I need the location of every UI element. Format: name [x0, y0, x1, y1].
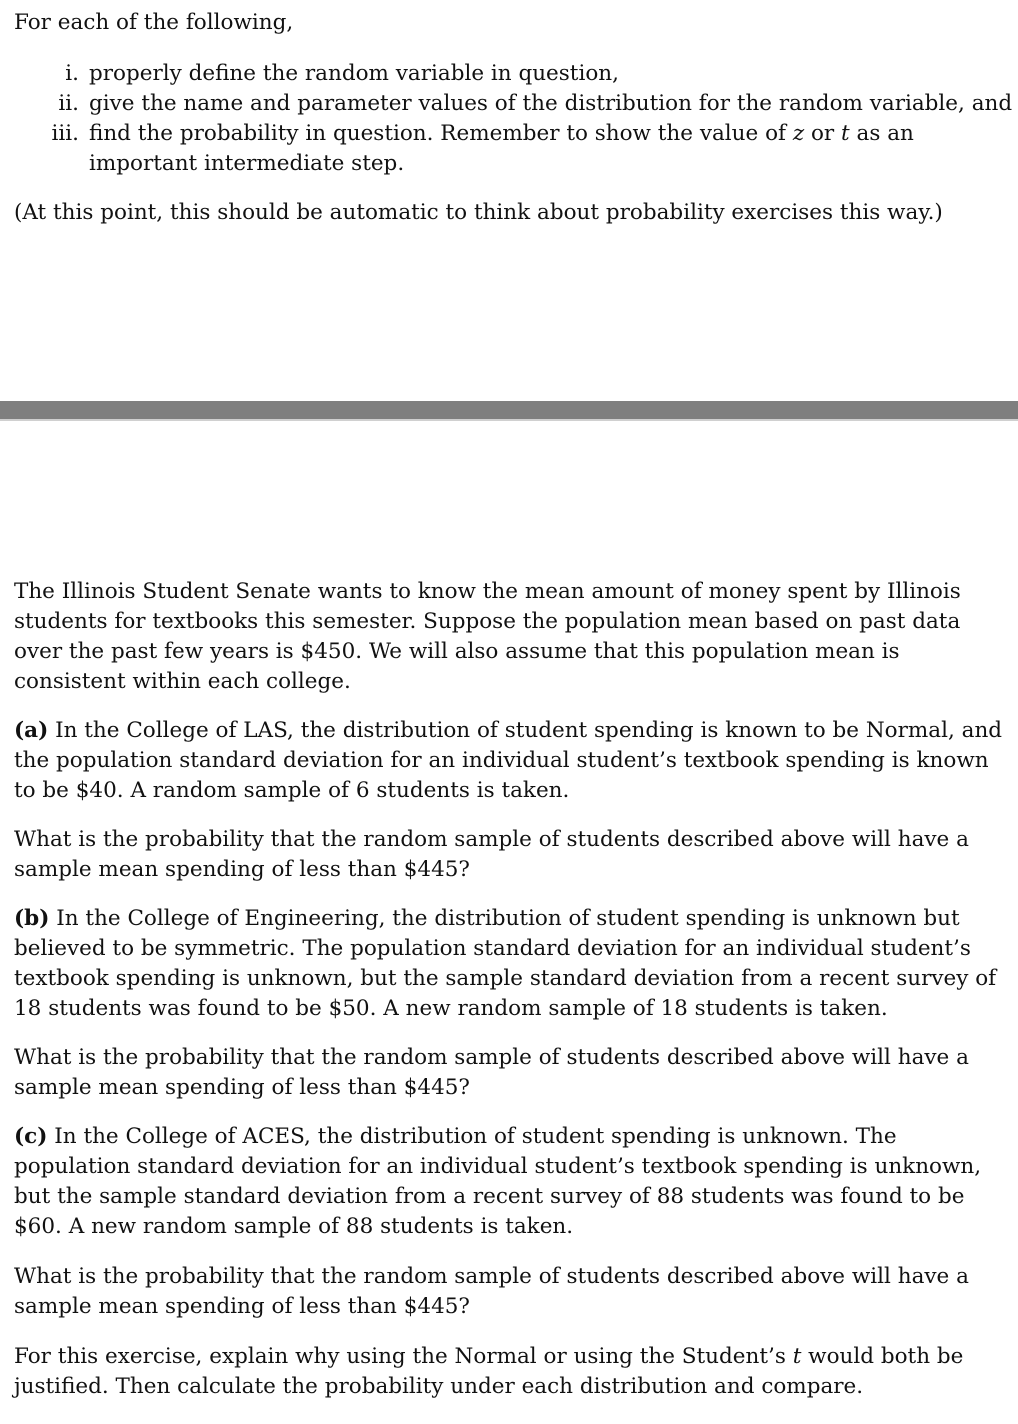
final-text-after: would both be justified. Then calculate the probability under each distribution and compare. — [14, 1344, 964, 1399]
list-item — [14, 119, 1014, 179]
final-instruction — [14, 1342, 1014, 1402]
or-word: or — [804, 121, 842, 146]
part-b-text: In the College of Engineering, the distribution of student spending is unknown but believed to be symmetric. The population standard deviation for an individual student’s textbook spending is unknown, but the sample standard deviation from a recent survey of 18 students was found to be $50. A new random sample of 18 students is taken. — [14, 906, 997, 1021]
section-divider — [0, 401, 1018, 421]
t-symbol: t — [792, 1344, 802, 1369]
list-item — [14, 59, 1014, 89]
list-item — [14, 89, 1014, 119]
part-c-label: (c) — [14, 1124, 48, 1149]
part-a-description — [14, 716, 1014, 806]
instructions-reminder: (At this point, this should be automatic to think about probability exercises this way.) — [14, 200, 943, 225]
list-item-text — [89, 119, 1014, 179]
instructions-intro: For each of the following, — [14, 10, 294, 35]
part-b-question: What is the probability that the random sample of students described above will have a sample mean spending of less than $445? — [14, 1045, 969, 1100]
t-symbol: t — [841, 121, 850, 146]
instructions-list — [14, 59, 1014, 179]
list-item-text: give the name and parameter values of the distribution for the random variable, and — [89, 91, 1013, 116]
list-item-number: i. — [65, 61, 79, 86]
part-a-text: In the College of LAS, the distribution of student spending is known to be Normal, and the population standard deviation for an individual student’s textbook spending is known to be $40. A random sample of 6 students is taken. — [14, 718, 1003, 803]
list-item-number: iii. — [51, 121, 79, 146]
list-item-text-after: as an important intermediate step. — [89, 121, 914, 176]
part-b-description — [14, 904, 1014, 1024]
list-item-number: ii. — [58, 91, 79, 116]
final-text-before: For this exercise, explain why using the Normal or using the Student’s — [14, 1344, 793, 1369]
part-a-label: (a) — [14, 718, 49, 743]
part-c-description — [14, 1122, 1014, 1242]
part-b-label: (b) — [14, 906, 50, 931]
part-c-text: In the College of ACES, the distribution of student spending is unknown. The population standard deviation for an individual student’s textbook spending is unknown, but the sample standard deviation from a recent survey of 88 students was found to be $60. A new random sample of 88 students is taken. — [14, 1124, 982, 1239]
list-item-text: properly define the random variable in question, — [89, 61, 619, 86]
part-c-question: What is the probability that the random sample of students described above will have a sample mean spending of less than $445? — [14, 1264, 969, 1319]
problem-context: The Illinois Student Senate wants to know the mean amount of money spent by Illinois students for textbooks this semester. Suppose the population mean based on past data over the past few years is $450. We will also assume that this population mean is consistent within each college. — [14, 579, 961, 694]
list-item-text-before: find the probability in question. Remember to show the value of — [89, 121, 793, 146]
z-symbol: z — [792, 121, 805, 146]
part-a-question: What is the probability that the random sample of students described above will have a sample mean spending of less than $445? — [14, 827, 969, 882]
